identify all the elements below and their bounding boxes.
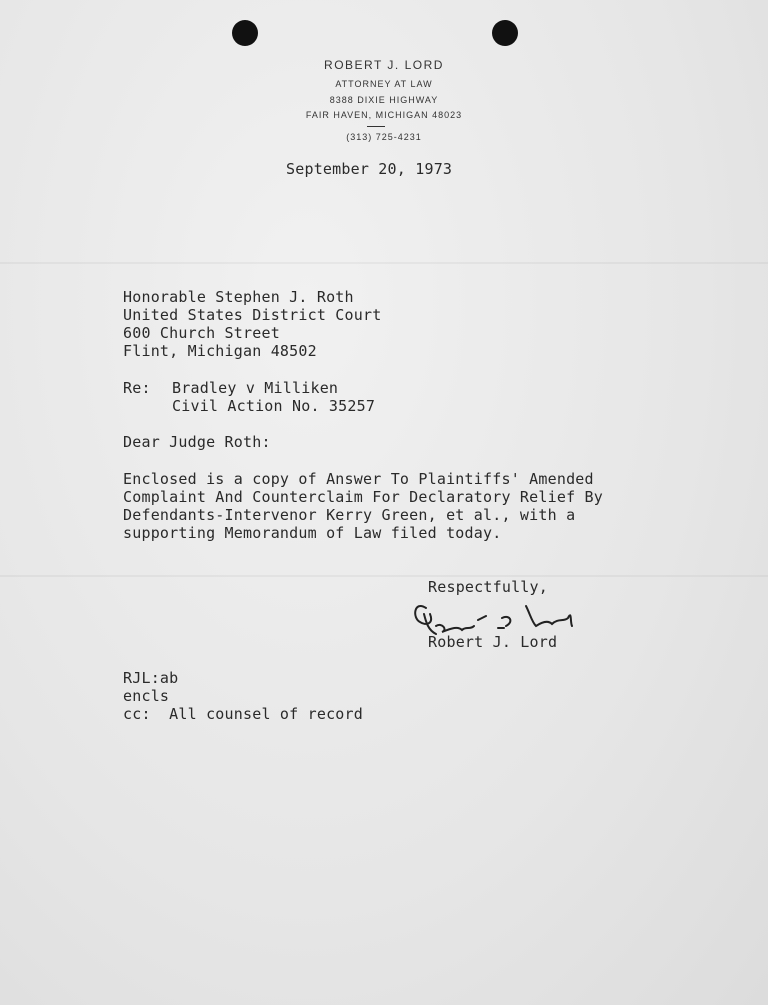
re-label: Re: bbox=[123, 379, 151, 397]
letterhead-name: ROBERT J. LORD bbox=[324, 58, 444, 72]
letterhead-address: 8388 DIXIE HIGHWAY bbox=[329, 95, 439, 105]
paper-fold bbox=[0, 575, 768, 577]
letterhead-title: ATTORNEY AT LAW bbox=[335, 79, 433, 89]
body-line: Complaint And Counterclaim For Declaratory Relief By bbox=[123, 488, 603, 506]
salutation: Dear Judge Roth: bbox=[123, 433, 271, 451]
letter-date: September 20, 1973 bbox=[286, 160, 453, 178]
signature-name: Robert J. Lord bbox=[428, 633, 558, 651]
punch-hole bbox=[232, 20, 258, 46]
letterhead-phone: (313) 725-4231 bbox=[346, 132, 422, 142]
cc-line: cc: All counsel of record bbox=[123, 705, 363, 723]
re-line: Civil Action No. 35257 bbox=[172, 397, 376, 415]
recipient-line: United States District Court bbox=[123, 306, 382, 324]
recipient-line: Honorable Stephen J. Roth bbox=[123, 288, 354, 306]
initials: RJL:ab bbox=[123, 669, 179, 687]
punch-hole bbox=[492, 20, 518, 46]
body-line: supporting Memorandum of Law filed today. bbox=[123, 524, 502, 542]
closing: Respectfully, bbox=[428, 578, 548, 596]
recipient-line: 600 Church Street bbox=[123, 324, 280, 342]
letterhead-city: FAIR HAVEN, MICHIGAN 48023 bbox=[305, 110, 463, 120]
re-line: Bradley v Milliken bbox=[172, 379, 339, 397]
enclosures: encls bbox=[123, 687, 170, 705]
paper-fold bbox=[0, 262, 768, 264]
body-line: Enclosed is a copy of Answer To Plaintiffs' Amended bbox=[123, 470, 594, 488]
recipient-line: Flint, Michigan 48502 bbox=[123, 342, 317, 360]
letterhead-divider bbox=[367, 126, 385, 127]
body-line: Defendants-Intervenor Kerry Green, et al., with a bbox=[123, 506, 576, 524]
